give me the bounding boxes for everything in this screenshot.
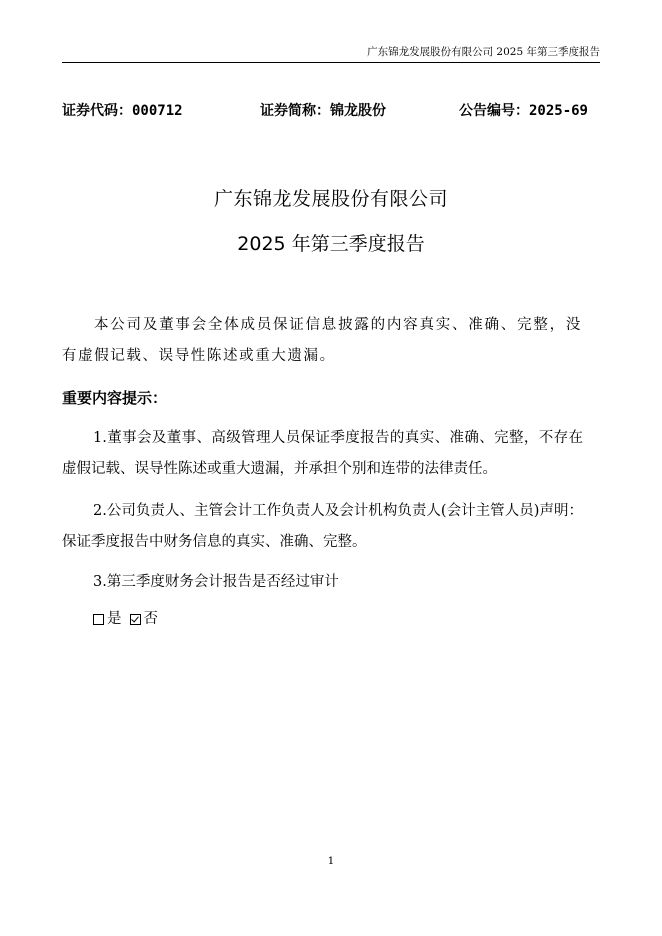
- announcement-number-field: [459, 100, 588, 120]
- company-name-title: 广东锦龙发展股份有限公司: [213, 188, 448, 210]
- announcement-number-label: 公告编号：: [458, 103, 529, 119]
- report-title: 2025 年第三季度报告: [237, 233, 425, 255]
- board-statement: 本公司及董事会全体成员保证信息披露的内容真实、准确、完整，没有虚假记载、误导性陈述或重大遗漏。: [62, 317, 582, 364]
- header-divider: [62, 62, 600, 63]
- stock-code-field: [62, 100, 183, 120]
- page-number: 1: [327, 855, 335, 867]
- stock-info-line: [62, 100, 588, 122]
- stock-code-value: 000712: [132, 103, 183, 119]
- audit-yes-label: 是: [107, 611, 122, 627]
- stock-code-label: 证券代码：: [62, 103, 132, 119]
- audit-no-checkbox[interactable]: [130, 614, 141, 625]
- audit-checkbox-row: [93, 604, 158, 635]
- stock-short-name-value: 锦龙股份: [330, 103, 386, 119]
- announcement-number-value: 2025-69: [528, 103, 588, 119]
- notice-item-3: 3.第三季度财务会计报告是否经过审计: [93, 574, 339, 590]
- stock-short-name-label: 证券简称：: [260, 103, 330, 119]
- important-notice-heading: 重要内容提示：: [62, 389, 168, 407]
- stock-short-name-field: [260, 100, 386, 120]
- running-header: 广东锦龙发展股份有限公司 2025 年第三季度报告: [367, 46, 600, 58]
- audit-no-label: 否: [143, 611, 158, 627]
- notice-item-2: 2.公司负责人、主管会计工作负责人及会计机构负责人(会计主管人员)声明：保证季度报告中财务信息的真实、准确、完整。: [62, 503, 583, 550]
- notice-item-1: 1.董事会及董事、高级管理人员保证季度报告的真实、准确、完整，不存在虚假记载、误导性陈述或重大遗漏，并承担个别和连带的法律责任。: [62, 430, 583, 477]
- audit-yes-checkbox[interactable]: [93, 614, 104, 625]
